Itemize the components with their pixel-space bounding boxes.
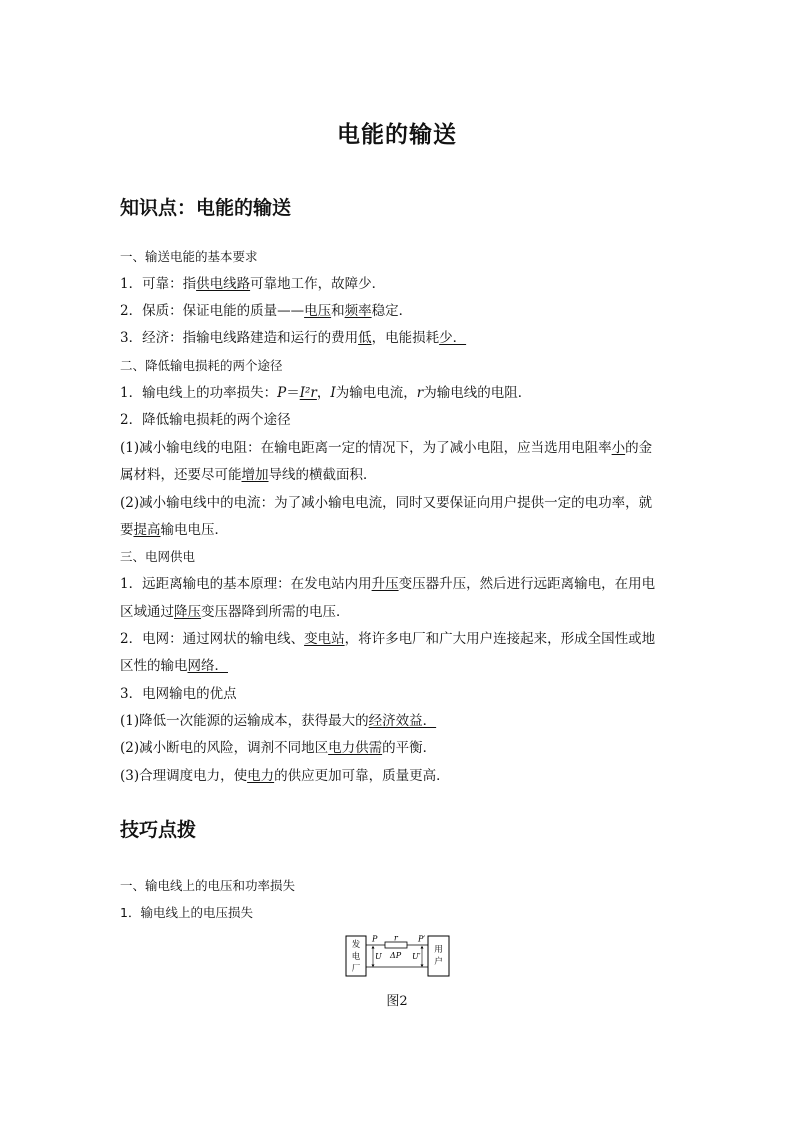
- loss-methods-heading: 2．降低输电损耗的两个途径: [120, 412, 291, 428]
- grid-advantages-heading: 3．电网输电的优点: [120, 686, 237, 702]
- power-plant-char-1: 发: [351, 940, 361, 950]
- grid-definition-line2: 区性的输电网络．: [120, 658, 228, 674]
- power-loss-formula: 1．输电线上的功率损失：P＝I²r，I为输电电流，r为输电线的电阻．: [120, 385, 532, 401]
- user-char-1: 用: [434, 945, 443, 955]
- label-U: U: [375, 952, 382, 961]
- grid-definition-line1: 2．电网：通过网状的输电线、变电站，将许多电厂和广大用户连接起来，形成全国性或地: [120, 631, 656, 647]
- power-plant-char-3: 厂: [351, 964, 361, 974]
- grid-advantage-1: (1)降低一次能源的运输成本，获得最大的经济效益．: [120, 713, 437, 729]
- section-heading-knowledge: 知识点：电能的输送: [120, 197, 292, 219]
- reduce-current-line2: 要提高输电电压．: [120, 522, 228, 538]
- subsection-heading-requirements: 一、输送电能的基本要求: [120, 249, 258, 264]
- grid-advantage-3: (3)合理调度电力，使电力的供应更加可靠，质量更高．: [120, 768, 450, 784]
- label-r: r: [394, 934, 398, 943]
- section-heading-tips: 技巧点拨: [120, 819, 197, 841]
- u-arrow-head-top: [372, 946, 375, 949]
- grid-principle-line2: 区域通过降压变压器降到所需的电压．: [120, 604, 350, 620]
- subsection-heading-loss: 二、降低输电损耗的两个途径: [120, 358, 283, 373]
- subsection-heading-grid: 三、电网供电: [120, 549, 196, 564]
- requirement-quality: 2．保质：保证电能的质量——电压和频率稳定．: [120, 303, 413, 319]
- requirement-reliable: 1．可靠：指供电线路可靠地工作，故障少．: [120, 276, 386, 292]
- reduce-resistance-line1: (1)减小输电线的电阻：在输电距离一定的情况下，为了减小电阻，应当选用电阻率小的金: [120, 440, 653, 456]
- label-delta-P: ΔP: [390, 951, 402, 960]
- requirement-economy: 3．经济：指输电线路建造和运行的费用低，电能损耗少．: [120, 330, 467, 346]
- power-plant-char-2: 电: [351, 952, 361, 962]
- grid-principle-line1: 1．远距离输电的基本原理：在发电站内用升压变压器升压，然后进行远距离输电，在用电: [120, 576, 656, 592]
- u-prime-arrow-head-top: [421, 946, 424, 949]
- label-P: P: [372, 934, 378, 944]
- reduce-resistance-line2: 属材料，还要尽可能增加导线的横截面积．: [120, 467, 377, 483]
- page-title: 电能的输送: [337, 122, 457, 148]
- reduce-current-line1: (2)减小输电线中的电流：为了减小输电电流，同时又要保证向用户提供一定的电功率，就: [120, 495, 653, 511]
- grid-advantage-2: (2)减小断电的风险，调剂不同地区电力供需的平衡．: [120, 740, 437, 756]
- subsection-heading-voltage-loss: 一、输电线上的电压和功率损失: [120, 878, 296, 893]
- user-char-2: 户: [434, 957, 443, 967]
- figure-caption: 图2: [386, 994, 408, 1009]
- transmission-circuit-diagram: [345, 934, 450, 978]
- resistor: [385, 942, 407, 948]
- user-box: [428, 936, 449, 976]
- label-U-prime: U′: [412, 952, 421, 961]
- label-P-prime: P′: [418, 934, 426, 944]
- voltage-loss-item: 1．输电线上的电压损失: [120, 905, 253, 920]
